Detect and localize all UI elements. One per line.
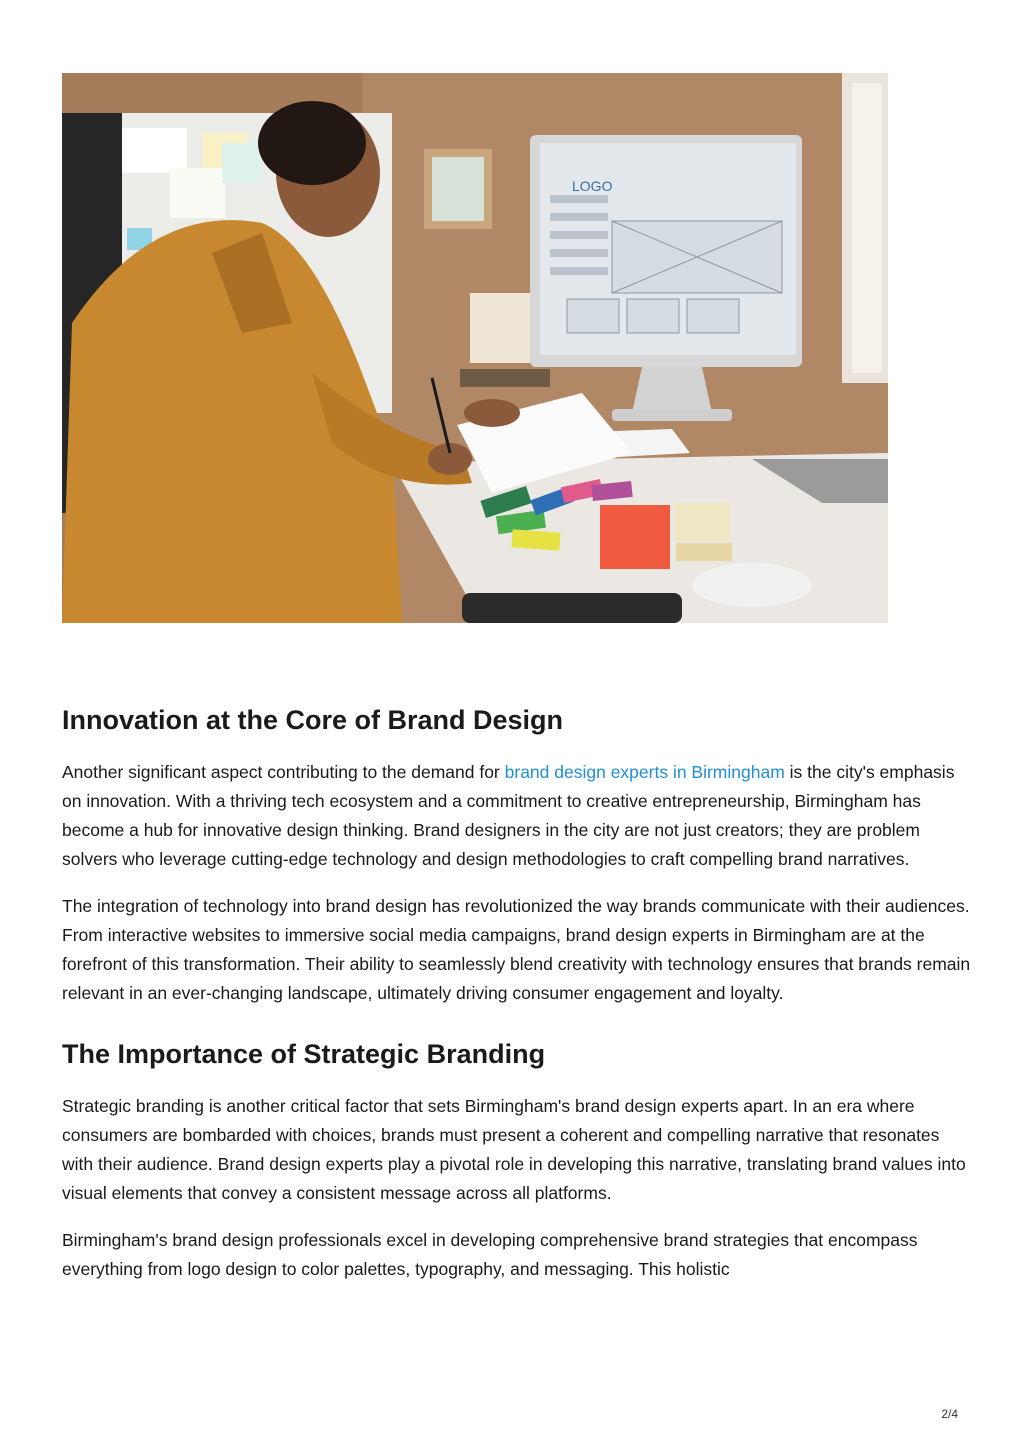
hero-illustration (62, 73, 888, 623)
screen-logo-text: LOGO (572, 178, 613, 194)
section-heading-strategic-branding: The Importance of Strategic Branding (62, 1039, 546, 1069)
hero-image (62, 73, 888, 623)
brand-design-experts-link[interactable]: brand design experts in Birmingham (504, 762, 785, 782)
page-number: 2/4 (941, 1407, 958, 1421)
paragraph-strategic-2: Birmingham's brand design professionals excel in developing comprehensive brand strategies that encompass everything from logo design to color palettes, typography, and messaging. This holistic (62, 1230, 918, 1279)
paragraph-text: Another significant aspect contributing to the demand for (62, 762, 505, 782)
article-body (62, 700, 972, 1302)
paragraph-innovation-1 (62, 758, 972, 874)
section-heading-innovation: Innovation at the Core of Brand Design (62, 705, 564, 735)
paragraph-text: is the city's emphasis on innovation. With a thriving tech ecosystem and a commitment to creative entrepreneurship, Birmingham has become a hub for innovative design thinking. Brand designers in the city are not just creators; they are problem solvers who leverage cutting-edge technology and design methodologies to craft compelling brand narratives. (62, 762, 955, 869)
paragraph-strategic-1: Strategic branding is another critical factor that sets Birmingham's brand design experts apart. In an era where consumers are bombarded with choices, brands must present a coherent and compelling narrative that resonates with their audience. Brand design experts play a pivotal role in developing this narrative, translating brand values into visual elements that convey a consistent message across all platforms. (62, 1096, 966, 1203)
paragraph-innovation-2: The integration of technology into brand design has revolutionized the way brands communicate with their audiences. From interactive websites to immersive social media campaigns, brand design experts in Birmingham are at the forefront of this transformation. Their ability to seamlessly blend creativity with technology ensures that brands remain relevant in an ever-changing landscape, ultimately driving consumer engagement and loyalty. (62, 896, 971, 1003)
